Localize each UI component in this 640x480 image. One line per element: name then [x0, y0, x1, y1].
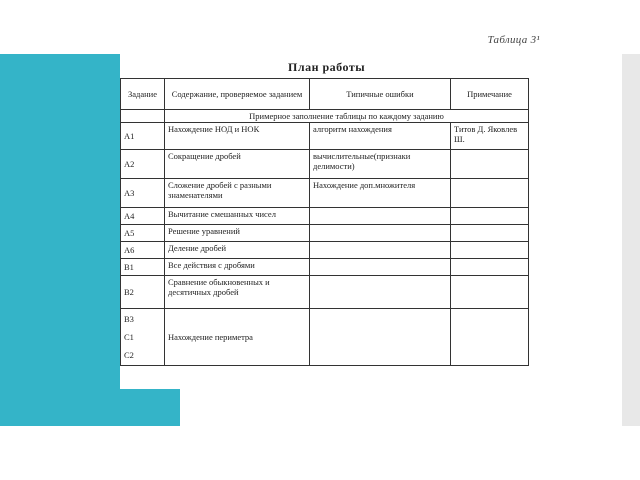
- table-row: [121, 276, 529, 309]
- note-cell: [451, 276, 529, 309]
- page-title: План работы: [288, 60, 366, 74]
- work-plan-table: [120, 78, 529, 366]
- note-cell: [451, 150, 529, 179]
- content-cell: Все действия с дробями: [165, 259, 310, 276]
- span-row: [121, 110, 529, 123]
- table-row: [121, 179, 529, 208]
- errors-cell: [310, 276, 451, 309]
- task-cell: А6: [121, 242, 165, 259]
- table-row: [121, 225, 529, 242]
- note-cell: Титов Д. Яковлев Ш.: [451, 123, 529, 150]
- content-cell: Сокращение дробей: [165, 150, 310, 179]
- task-cell: В1: [121, 259, 165, 276]
- content-cell: Вычитание смешанных чисел: [165, 208, 310, 225]
- table-row: [121, 309, 529, 366]
- content-cell: Сложение дробей с разными знаменателями: [165, 179, 310, 208]
- errors-cell: Нахождение доп.множителя: [310, 179, 451, 208]
- content-cell: Решение уравнений: [165, 225, 310, 242]
- header-errors: Типичные ошибки: [310, 79, 451, 110]
- content-cell: Сравнение обыкновенных и десятичных дробей: [165, 276, 310, 309]
- errors-cell: [310, 208, 451, 225]
- task-cell: А1: [121, 123, 165, 150]
- table-row: [121, 259, 529, 276]
- task-cell: С2: [124, 350, 134, 360]
- content-cell: Нахождение НОД и НОК: [165, 123, 310, 150]
- gray-right-strip: [622, 54, 640, 426]
- span-row-text: Примерное заполнение таблицы по каждому заданию: [165, 110, 529, 123]
- header-content: Содержание, проверяемое заданием: [165, 79, 310, 110]
- table-row: [121, 123, 529, 150]
- content-cell: Деление дробей: [165, 242, 310, 259]
- content-cell-group: [165, 309, 310, 366]
- task-cell: В3: [124, 314, 134, 324]
- content-cell: Нахождение периметра: [168, 332, 253, 342]
- task-cell: В2: [121, 276, 165, 309]
- task-cell-group: [121, 309, 165, 366]
- table-header-row: [121, 79, 529, 110]
- header-note: Примечание: [451, 79, 529, 110]
- task-cell: С1: [124, 332, 134, 342]
- table-row: [121, 242, 529, 259]
- errors-cell: [310, 242, 451, 259]
- note-cell: [451, 208, 529, 225]
- errors-cell: [310, 309, 451, 366]
- header-task: Задание: [121, 79, 165, 110]
- table-reference: Таблица 3¹: [487, 34, 540, 46]
- errors-cell: алгоритм нахождения: [310, 123, 451, 150]
- teal-side-panel: [0, 54, 120, 426]
- table-row: [121, 208, 529, 225]
- task-cell: А4: [121, 208, 165, 225]
- note-cell: [451, 179, 529, 208]
- errors-cell: [310, 225, 451, 242]
- task-cell: А3: [121, 179, 165, 208]
- errors-cell: [310, 259, 451, 276]
- note-cell: [451, 309, 529, 366]
- teal-bottom-block: [120, 389, 180, 426]
- note-cell: [451, 225, 529, 242]
- table-row: [121, 150, 529, 179]
- note-cell: [451, 259, 529, 276]
- errors-cell: вычислительные(признаки делимости): [310, 150, 451, 179]
- task-cell: А5: [121, 225, 165, 242]
- note-cell: [451, 242, 529, 259]
- task-cell: А2: [121, 150, 165, 179]
